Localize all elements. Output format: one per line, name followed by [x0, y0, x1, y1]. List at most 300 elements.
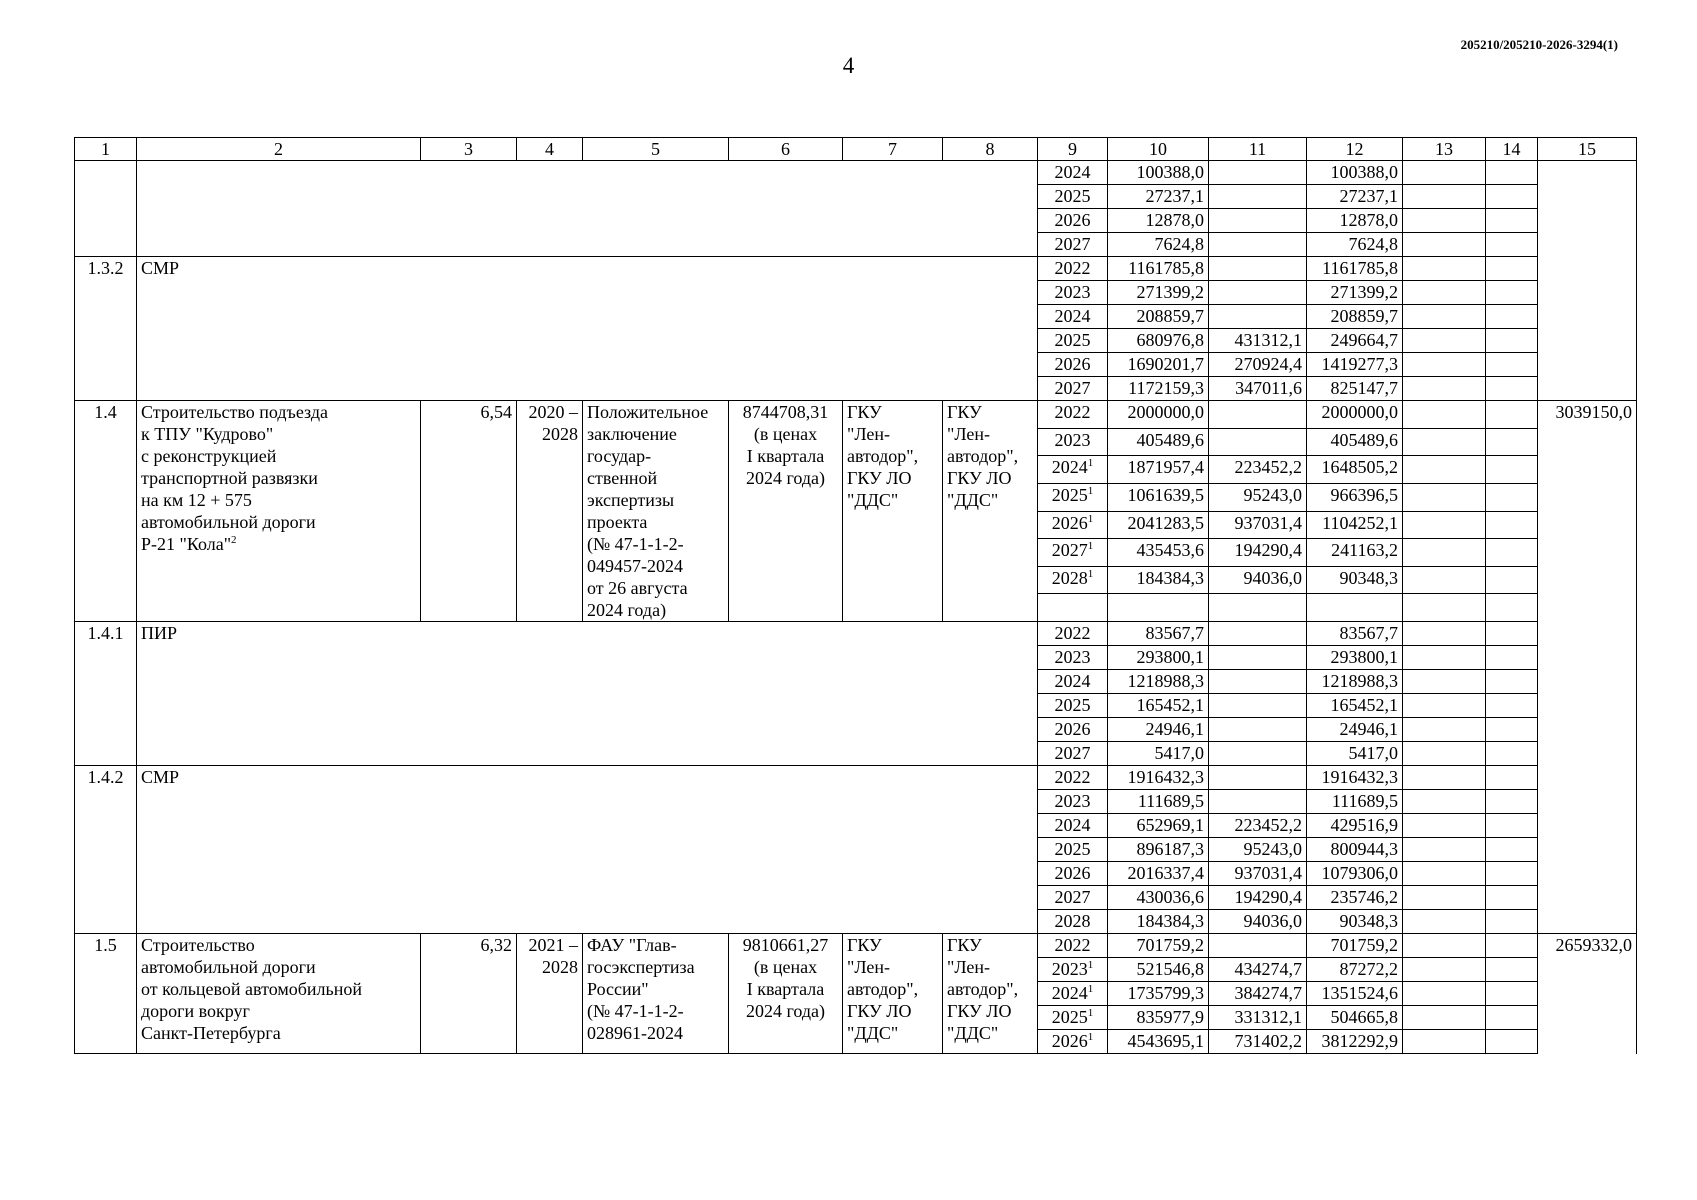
developer-cell: ГКУ "Лен- автодор", ГКУ ЛО "ДДС": [943, 934, 1038, 1054]
col-header-12: 12: [1307, 138, 1403, 161]
year-cell: [1038, 161, 1108, 185]
year-cell: [1038, 511, 1108, 539]
col13-cell: [1403, 694, 1486, 718]
col14-cell: [1486, 814, 1538, 838]
year-value: 2022: [1054, 402, 1091, 422]
col14-cell: [1486, 401, 1538, 429]
col11-amount-cell: [1209, 594, 1307, 622]
col13-cell: [1403, 1006, 1486, 1030]
column-header-row: [75, 138, 1637, 161]
col13-cell: [1403, 281, 1486, 305]
col14-cell: [1486, 566, 1538, 594]
col11-amount-cell: 331312,1: [1209, 1006, 1307, 1030]
col12-amount-cell: 100388,0: [1307, 161, 1403, 185]
col14-cell: [1486, 329, 1538, 353]
total-amount-cell: 83567,7: [1108, 622, 1209, 646]
estimated-cost-cell: 8744708,31 (в ценах I квартала 2024 года): [729, 401, 843, 622]
footnote-mark: 1: [1087, 540, 1094, 553]
total-amount-cell: 271399,2: [1108, 281, 1209, 305]
col14-cell: [1486, 483, 1538, 511]
col-header-4: 4: [517, 138, 583, 161]
col14-cell: [1486, 886, 1538, 910]
col11-amount-cell: [1209, 790, 1307, 814]
col11-amount-cell: 94036,0: [1209, 566, 1307, 594]
col13-cell: [1403, 718, 1486, 742]
year-cell: [1038, 377, 1108, 401]
year-cell: [1038, 566, 1108, 594]
year-cell: [1038, 353, 1108, 377]
period-cell: 2021 – 2028: [517, 934, 583, 1054]
col13-cell: [1403, 594, 1486, 622]
estimated-cost-cell: 9810661,27 (в ценах I квартала 2024 года): [729, 934, 843, 1054]
col12-amount-cell: 241163,2: [1307, 539, 1403, 567]
year-value: 2023: [1054, 647, 1091, 667]
col-header-14: 14: [1486, 138, 1538, 161]
col13-cell: [1403, 377, 1486, 401]
year-value: 2028: [1051, 567, 1088, 588]
year-cell: [1038, 862, 1108, 886]
footnote-mark: 1: [1087, 484, 1094, 497]
col13-cell: [1403, 161, 1486, 185]
col14-cell: [1486, 694, 1538, 718]
year-cell: [1038, 305, 1108, 329]
data-table: [74, 137, 1637, 1054]
year-cell: [1038, 646, 1108, 670]
year-cell: [1038, 1030, 1108, 1054]
col14-cell: [1486, 377, 1538, 401]
col14-cell: [1486, 281, 1538, 305]
col-header-13: 13: [1403, 138, 1486, 161]
year-cell: [1038, 456, 1108, 484]
col12-amount-cell: 3812292,9: [1307, 1030, 1403, 1054]
year-value: 2023: [1051, 959, 1088, 979]
footnote-mark: 1: [1087, 983, 1094, 995]
col14-cell: [1486, 646, 1538, 670]
year-cell: [1038, 982, 1108, 1006]
col13-cell: [1403, 934, 1486, 958]
col11-amount-cell: 95243,0: [1209, 838, 1307, 862]
table-row: [75, 766, 1637, 790]
col11-amount-cell: [1209, 401, 1307, 429]
total-amount-cell: 111689,5: [1108, 790, 1209, 814]
year-value: 2026: [1051, 1031, 1088, 1051]
col11-amount-cell: 223452,2: [1209, 814, 1307, 838]
col14-cell: [1486, 428, 1538, 456]
total-amount-cell: 701759,2: [1108, 934, 1209, 958]
total-amount-cell: 1161785,8: [1108, 257, 1209, 281]
total-amount-cell: 12878,0: [1108, 209, 1209, 233]
col14-cell: [1486, 456, 1538, 484]
col11-amount-cell: [1209, 622, 1307, 646]
col11-amount-cell: [1209, 209, 1307, 233]
footnote-mark: 1: [1087, 457, 1094, 470]
col13-cell: [1403, 814, 1486, 838]
total-amount-cell: 27237,1: [1108, 185, 1209, 209]
year-value: 2024: [1054, 162, 1091, 182]
year-value: 2027: [1054, 887, 1091, 907]
expertise-cell: Положительное заключение государ- ственной экспертизы проекта (№ 47-1-1-2- 049457-2024 от 26 августа 2024 года): [583, 401, 729, 622]
col12-amount-cell: 7624,8: [1307, 233, 1403, 257]
col11-amount-cell: 270924,4: [1209, 353, 1307, 377]
col14-cell: [1486, 958, 1538, 982]
total-amount-cell: 184384,3: [1108, 566, 1209, 594]
footnote-mark: 1: [1087, 959, 1094, 971]
year-value: 2023: [1054, 282, 1091, 302]
total-amount-cell: 184384,3: [1108, 910, 1209, 934]
col11-amount-cell: 194290,4: [1209, 886, 1307, 910]
col12-amount-cell: 1218988,3: [1307, 670, 1403, 694]
col12-amount-cell: 87272,2: [1307, 958, 1403, 982]
col13-cell: [1403, 353, 1486, 377]
col14-cell: [1486, 305, 1538, 329]
col13-cell: [1403, 766, 1486, 790]
col-header-8: 8: [943, 138, 1038, 161]
col13-cell: [1403, 790, 1486, 814]
col14-cell: [1486, 594, 1538, 622]
year-cell: [1038, 281, 1108, 305]
col12-amount-cell: 1161785,8: [1307, 257, 1403, 281]
year-value: 2028: [1054, 911, 1091, 931]
year-value: 2022: [1054, 935, 1091, 955]
col-header-3: 3: [421, 138, 517, 161]
total-amount-cell: 100388,0: [1108, 161, 1209, 185]
footnote-mark: 1: [1087, 567, 1094, 580]
col-header-10: 10: [1108, 138, 1209, 161]
year-cell: [1038, 742, 1108, 766]
col14-cell: [1486, 790, 1538, 814]
year-value: 2022: [1054, 767, 1091, 787]
col11-amount-cell: 937031,4: [1209, 862, 1307, 886]
col11-amount-cell: [1209, 161, 1307, 185]
col13-cell: [1403, 456, 1486, 484]
object-number-cell: 1.4: [75, 401, 137, 622]
year-value: 2027: [1054, 743, 1091, 763]
expertise-cell: ФАУ "Глав- госэкспертиза России" (№ 47-1-1-2- 028961-2024: [583, 934, 729, 1054]
col12-amount-cell: 800944,3: [1307, 838, 1403, 862]
year-cell: [1038, 694, 1108, 718]
col11-amount-cell: [1209, 694, 1307, 718]
total-amount-cell: 1061639,5: [1108, 483, 1209, 511]
col15-continuation-cell: [1538, 161, 1637, 401]
year-value: 2027: [1054, 378, 1091, 398]
col14-cell: [1486, 1030, 1538, 1054]
year-value: 2026: [1054, 863, 1091, 883]
year-cell: [1038, 838, 1108, 862]
year-cell: [1038, 886, 1108, 910]
total-amount-cell: 165452,1: [1108, 694, 1209, 718]
year-value: 2025: [1054, 186, 1091, 206]
col12-amount-cell: 429516,9: [1307, 814, 1403, 838]
year-value: 2025: [1054, 330, 1091, 350]
col11-amount-cell: 347011,6: [1209, 377, 1307, 401]
year-cell: [1038, 1006, 1108, 1030]
total-amount-cell: 435453,6: [1108, 539, 1209, 567]
col12-amount-cell: 5417,0: [1307, 742, 1403, 766]
table-row: [75, 622, 1637, 646]
col12-amount-cell: 825147,7: [1307, 377, 1403, 401]
total-amount-cell: 2041283,5: [1108, 511, 1209, 539]
total-amount-cell: 2016337,4: [1108, 862, 1209, 886]
col11-amount-cell: [1209, 742, 1307, 766]
col11-amount-cell: [1209, 934, 1307, 958]
total-amount-cell: 2000000,0: [1108, 401, 1209, 429]
year-cell: [1038, 790, 1108, 814]
col11-amount-cell: 937031,4: [1209, 511, 1307, 539]
col12-amount-cell: 83567,7: [1307, 622, 1403, 646]
customer-cell: ГКУ "Лен- автодор", ГКУ ЛО "ДДС": [843, 401, 943, 622]
col12-amount-cell: 405489,6: [1307, 428, 1403, 456]
year-value: 2022: [1054, 623, 1091, 643]
table-row: [75, 934, 1637, 958]
col13-cell: [1403, 862, 1486, 886]
col14-cell: [1486, 838, 1538, 862]
continuation-num-cell: [75, 161, 137, 257]
year-value: 2025: [1051, 484, 1088, 505]
col13-cell: [1403, 401, 1486, 429]
total-amount-cell: 896187,3: [1108, 838, 1209, 862]
col11-amount-cell: [1209, 646, 1307, 670]
total-amount-cell: [1108, 594, 1209, 622]
year-value: 2025: [1054, 695, 1091, 715]
object-name-text: Строительство подъезда к ТПУ "Кудрово" с реконструкцией транспортной развязки на км 12 + 575 автомобильной дороги Р-21 "Кола": [141, 402, 328, 554]
col14-cell: [1486, 670, 1538, 694]
total-amount-cell: 521546,8: [1108, 958, 1209, 982]
col11-amount-cell: 194290,4: [1209, 539, 1307, 567]
col15-value-cell: 3039150,0: [1538, 401, 1637, 622]
col14-cell: [1486, 539, 1538, 567]
col12-amount-cell: 12878,0: [1307, 209, 1403, 233]
col-header-1: 1: [75, 138, 137, 161]
total-amount-cell: 1218988,3: [1108, 670, 1209, 694]
col14-cell: [1486, 910, 1538, 934]
footnote-mark: 1: [1087, 512, 1094, 525]
year-value: 2024: [1054, 306, 1091, 326]
col13-cell: [1403, 670, 1486, 694]
year-value: 2024: [1051, 457, 1088, 478]
year-cell: [1038, 958, 1108, 982]
total-amount-cell: 24946,1: [1108, 718, 1209, 742]
col13-cell: [1403, 1030, 1486, 1054]
object-name-text: Строительство автомобильной дороги от кольцевой автомобильной дороги вокруг Санкт-Петербурга: [141, 935, 363, 1043]
length-km-cell: 6,32: [421, 934, 517, 1054]
col-header-9: 9: [1038, 138, 1108, 161]
footnote-mark: 1: [1087, 1031, 1094, 1043]
section-number-cell: 1.3.2: [75, 257, 137, 401]
col12-amount-cell: 249664,7: [1307, 329, 1403, 353]
table-row: [75, 257, 1637, 281]
col11-amount-cell: [1209, 185, 1307, 209]
col14-cell: [1486, 766, 1538, 790]
col13-cell: [1403, 742, 1486, 766]
col13-cell: [1403, 511, 1486, 539]
year-value: 2023: [1054, 429, 1091, 450]
col-header-7: 7: [843, 138, 943, 161]
col12-amount-cell: 208859,7: [1307, 305, 1403, 329]
col14-cell: [1486, 1006, 1538, 1030]
total-amount-cell: 4543695,1: [1108, 1030, 1209, 1054]
total-amount-cell: 405489,6: [1108, 428, 1209, 456]
period-cell: 2020 – 2028: [517, 401, 583, 622]
col13-cell: [1403, 886, 1486, 910]
col11-amount-cell: [1209, 428, 1307, 456]
col12-amount-cell: 165452,1: [1307, 694, 1403, 718]
total-amount-cell: 1871957,4: [1108, 456, 1209, 484]
year-value: 2025: [1054, 839, 1091, 859]
col13-cell: [1403, 305, 1486, 329]
col12-amount-cell: 90348,3: [1307, 566, 1403, 594]
footnote-mark: 2: [231, 534, 237, 546]
customer-cell: ГКУ "Лен- автодор", ГКУ ЛО "ДДС": [843, 934, 943, 1054]
document-code: 205210/205210-2026-3294(1): [1460, 37, 1618, 52]
year-cell: [1038, 428, 1108, 456]
total-amount-cell: 1172159,3: [1108, 377, 1209, 401]
col13-cell: [1403, 646, 1486, 670]
year-value: 2026: [1054, 210, 1091, 230]
total-amount-cell: 680976,8: [1108, 329, 1209, 353]
year-value: 2027: [1051, 540, 1088, 561]
total-amount-cell: 1735799,3: [1108, 982, 1209, 1006]
col13-cell: [1403, 185, 1486, 209]
col13-cell: [1403, 622, 1486, 646]
col13-cell: [1403, 428, 1486, 456]
col12-amount-cell: 27237,1: [1307, 185, 1403, 209]
col11-amount-cell: 384274,7: [1209, 982, 1307, 1006]
col11-amount-cell: 731402,2: [1209, 1030, 1307, 1054]
year-cell: [1038, 483, 1108, 511]
col15-empty-cell: [1538, 622, 1637, 934]
total-amount-cell: 208859,7: [1108, 305, 1209, 329]
col12-amount-cell: 90348,3: [1307, 910, 1403, 934]
col12-amount-cell: 235746,2: [1307, 886, 1403, 910]
total-amount-cell: 7624,8: [1108, 233, 1209, 257]
col12-amount-cell: 1104252,1: [1307, 511, 1403, 539]
col12-amount-cell: 701759,2: [1307, 934, 1403, 958]
col13-cell: [1403, 838, 1486, 862]
year-cell: [1038, 257, 1108, 281]
total-amount-cell: 1916432,3: [1108, 766, 1209, 790]
footnote-mark: 1: [1087, 1007, 1094, 1019]
col12-amount-cell: 1916432,3: [1307, 766, 1403, 790]
year-cell: [1038, 670, 1108, 694]
col14-cell: [1486, 161, 1538, 185]
col14-cell: [1486, 185, 1538, 209]
col12-amount-cell: 966396,5: [1307, 483, 1403, 511]
col12-amount-cell: 1648505,2: [1307, 456, 1403, 484]
col14-cell: [1486, 718, 1538, 742]
col11-amount-cell: [1209, 766, 1307, 790]
col13-cell: [1403, 982, 1486, 1006]
object-name-cell: [137, 401, 421, 622]
total-amount-cell: 5417,0: [1108, 742, 1209, 766]
col13-cell: [1403, 539, 1486, 567]
col12-amount-cell: 271399,2: [1307, 281, 1403, 305]
col15-value-cell: 2659332,0: [1538, 934, 1637, 1054]
year-cell: [1038, 209, 1108, 233]
year-value: 2026: [1054, 719, 1091, 739]
col13-cell: [1403, 233, 1486, 257]
year-cell: [1038, 718, 1108, 742]
object-name-cell: [137, 934, 421, 1054]
col11-amount-cell: 223452,2: [1209, 456, 1307, 484]
year-cell: [1038, 594, 1108, 622]
year-cell: [1038, 622, 1108, 646]
col14-cell: [1486, 862, 1538, 886]
length-km-cell: 6,54: [421, 401, 517, 622]
year-value: 2024: [1054, 671, 1091, 691]
col-header-11: 11: [1209, 138, 1307, 161]
year-value: 2026: [1054, 354, 1091, 374]
year-cell: [1038, 329, 1108, 353]
col12-amount-cell: 293800,1: [1307, 646, 1403, 670]
year-cell: [1038, 910, 1108, 934]
table-row: [75, 161, 1637, 185]
col-header-5: 5: [583, 138, 729, 161]
col12-amount-cell: 111689,5: [1307, 790, 1403, 814]
col12-amount-cell: 1419277,3: [1307, 353, 1403, 377]
year-cell: [1038, 185, 1108, 209]
year-value: 2026: [1051, 512, 1088, 533]
col14-cell: [1486, 257, 1538, 281]
col13-cell: [1403, 910, 1486, 934]
col11-amount-cell: 94036,0: [1209, 910, 1307, 934]
col14-cell: [1486, 934, 1538, 958]
col14-cell: [1486, 742, 1538, 766]
continuation-name-cell: [137, 161, 1038, 257]
col13-cell: [1403, 958, 1486, 982]
col11-amount-cell: [1209, 281, 1307, 305]
year-cell: [1038, 934, 1108, 958]
section-number-cell: 1.4.1: [75, 622, 137, 766]
col11-amount-cell: [1209, 305, 1307, 329]
col-header-15: 15: [1538, 138, 1637, 161]
year-cell: [1038, 539, 1108, 567]
table-body: [75, 138, 1637, 1054]
col12-amount-cell: 1351524,6: [1307, 982, 1403, 1006]
year-cell: [1038, 401, 1108, 429]
section-name-cell: СМР: [137, 766, 1038, 934]
developer-cell: ГКУ "Лен- автодор", ГКУ ЛО "ДДС": [943, 401, 1038, 622]
year-value: 2022: [1054, 258, 1091, 278]
year-value: 2023: [1054, 791, 1091, 811]
col14-cell: [1486, 511, 1538, 539]
col11-amount-cell: [1209, 233, 1307, 257]
section-number-cell: 1.4.2: [75, 766, 137, 934]
col12-amount-cell: 24946,1: [1307, 718, 1403, 742]
col13-cell: [1403, 483, 1486, 511]
col13-cell: [1403, 209, 1486, 233]
page-number: 4: [842, 53, 855, 78]
col11-amount-cell: 431312,1: [1209, 329, 1307, 353]
year-value: 2025: [1051, 1007, 1088, 1027]
col11-amount-cell: [1209, 670, 1307, 694]
col13-cell: [1403, 566, 1486, 594]
col12-amount-cell: 1079306,0: [1307, 862, 1403, 886]
col11-amount-cell: [1209, 718, 1307, 742]
total-amount-cell: 652969,1: [1108, 814, 1209, 838]
year-cell: [1038, 814, 1108, 838]
col14-cell: [1486, 622, 1538, 646]
year-cell: [1038, 233, 1108, 257]
col14-cell: [1486, 353, 1538, 377]
col12-amount-cell: 2000000,0: [1307, 401, 1403, 429]
year-value: 2024: [1054, 815, 1091, 835]
table-row: [75, 401, 1637, 429]
year-value: 2024: [1051, 983, 1088, 1003]
section-name-cell: СМР: [137, 257, 1038, 401]
object-number-cell: 1.5: [75, 934, 137, 1054]
year-cell: [1038, 766, 1108, 790]
col14-cell: [1486, 209, 1538, 233]
